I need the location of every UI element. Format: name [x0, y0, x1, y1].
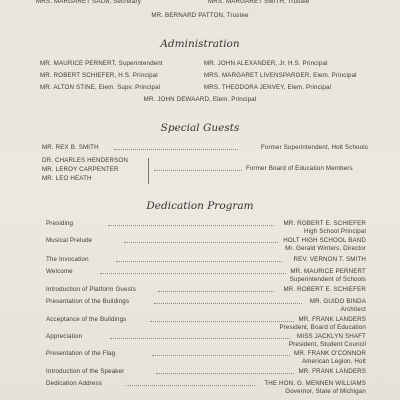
program-item-label: Musical Prelude — [46, 237, 93, 244]
leader-dots — [154, 170, 242, 171]
program-item-name: REV. VERNON T. SMITH — [293, 256, 366, 263]
program-item-name: THE HON. G. MENNEN WILLIAMS — [264, 380, 366, 387]
officer-trustee-patton: MR. BERNARD PATTON, Trustee — [151, 12, 249, 19]
leader-dots — [116, 261, 282, 262]
program-item-label: Presentation of the Flag — [46, 350, 116, 357]
program-item-subtitle: High School Principal — [304, 228, 366, 235]
program-item-subtitle: Governor, State of Michigan — [285, 388, 366, 395]
leader-dots — [126, 385, 255, 386]
program-item-subtitle: President, Board of Education — [279, 324, 366, 331]
program-item-name: MR. ROBERT E. SCHIEFER — [283, 220, 366, 227]
admin-superintendent: MR. MAURICE PERNERT, Superintendent — [40, 60, 163, 67]
leader-dots — [158, 291, 274, 292]
admin-elem-principal-jenvey: MRS. THEODORA JENVEY, Elem. Principal — [204, 84, 332, 91]
program-item-name: MR. FRANK LANDERS — [298, 368, 366, 375]
program-item-label: Presiding — [46, 220, 74, 227]
program-item-name: MR. ROBERT E. SCHIEFER — [283, 286, 366, 293]
admin-elem-principal-dewaard: MR. JOHN DEWAARD, Elem. Principal — [143, 96, 257, 103]
program-item-label: The Invocation — [46, 256, 89, 263]
program-item-name: HOLT HIGH SCHOOL BAND — [283, 237, 366, 244]
leader-dots — [100, 273, 286, 274]
program-item-name: MR. GUIDO BINDA — [309, 298, 366, 305]
program-item-name: MR. FRANK O'CONNOR — [294, 350, 366, 357]
program-item — [46, 368, 366, 377]
guest-name: MR. REX B. SMITH — [42, 144, 99, 151]
special-guests-heading: Special Guests — [160, 122, 240, 134]
program-item-subtitle: American Legion, Holt — [301, 358, 366, 365]
leader-dots — [108, 225, 274, 226]
leader-dots — [150, 321, 294, 322]
program-item — [46, 298, 366, 307]
officer-trustee-smith: MRS. MARGARET SMITH, Trustee — [208, 0, 310, 5]
program-item-subtitle: Architect — [340, 306, 366, 313]
leader-dots — [154, 303, 302, 304]
admin-elem-supv-principal: MR. ALTON STINE, Elem. Supv. Principal — [40, 84, 161, 91]
program-item-name: MR. FRANK LANDERS — [298, 316, 366, 323]
program-item-subtitle: Mr. Gerald Winters, Director — [285, 245, 366, 252]
program-item-label: Introduction of Platform Guests — [46, 286, 136, 293]
program-item-label: Dedication Address — [46, 380, 103, 387]
guest-row — [42, 144, 368, 153]
program-item-subtitle: President, Student Council — [288, 341, 366, 348]
guest-role: Former Superintendent, Holt Schools — [260, 144, 368, 151]
guest-group-name: DR. CHARLES HENDERSON — [42, 157, 129, 164]
program-item-name: MR. MAURICE PERNERT — [290, 268, 366, 275]
leader-dots — [110, 338, 290, 339]
administration-heading: Administration — [160, 38, 240, 50]
admin-hs-principal: MR. ROBERT SCHIEFER, H.S. Principal — [40, 72, 158, 79]
leader-dots — [114, 149, 238, 150]
program-heading: Dedication Program — [146, 200, 254, 212]
program-item-label: Acceptance of the Buildings — [46, 316, 127, 323]
leader-dots — [156, 373, 294, 374]
leader-dots — [152, 355, 290, 356]
program-item-label: Appreciation — [46, 333, 83, 340]
admin-elem-principal-livensparger: MRS. MARGARET LIVENSPARGER, Elem. Principal — [204, 72, 357, 79]
guest-group-name: MR. LEROY CARPENTER — [42, 166, 119, 173]
program-item-label: Introduction of the Speaker — [46, 368, 125, 375]
admin-jrhs-principal: MR. JOHN ALEXANDER, Jr. H.S. Principal — [204, 60, 328, 67]
officer-secretary: MRS. MARGARET SALM, Secretary — [36, 0, 141, 5]
guest-group-name: MR. LEO HEATH — [42, 175, 92, 182]
program-item-subtitle: Superintendent of Schools — [289, 276, 366, 283]
bracket-line — [148, 158, 153, 184]
program-item — [46, 286, 366, 295]
program-item-label: Welcome — [46, 268, 73, 275]
program-item-name: MISS JACKLYN SHAFT — [297, 333, 366, 340]
guest-group-role: Former Board of Education Members — [246, 165, 353, 172]
program-item — [46, 256, 366, 265]
program-item-label: Presentation of the Buildings — [46, 298, 130, 305]
leader-dots — [124, 242, 278, 243]
